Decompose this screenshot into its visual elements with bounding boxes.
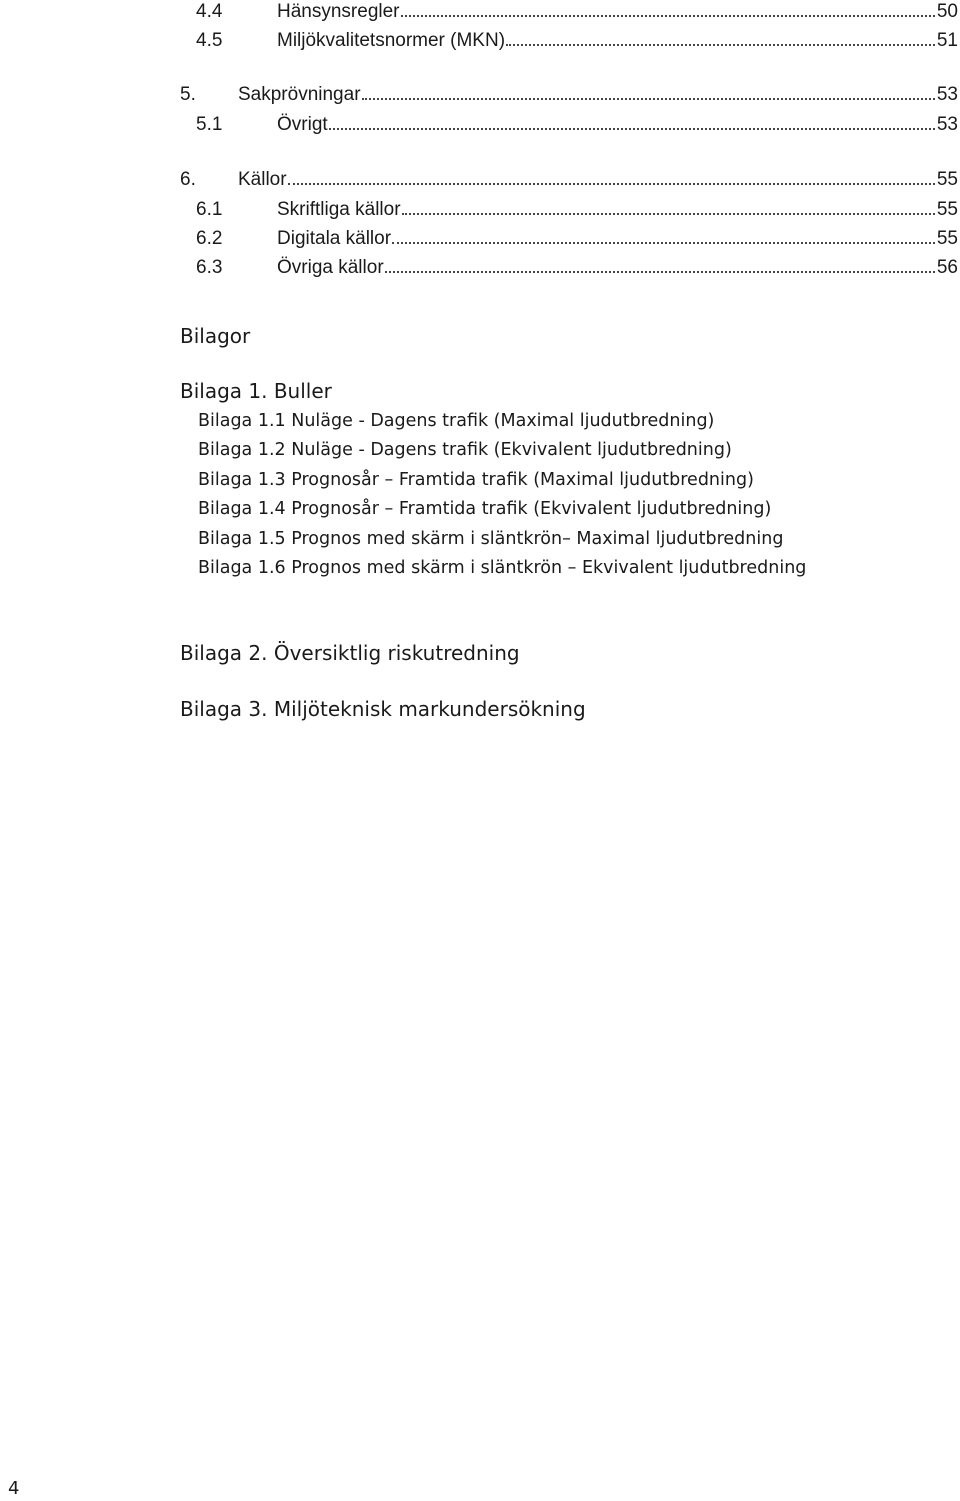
toc-entry-title: Sakprövningar xyxy=(238,84,361,105)
toc-entry-number: 5. xyxy=(180,84,196,105)
toc-entry-page: 53 xyxy=(936,114,958,135)
bilaga-1-1[interactable]: Bilaga 1.1 Nuläge - Dagens trafik (Maximal ljudutbredning) xyxy=(198,411,715,431)
bilaga-1-title[interactable]: Bilaga 1. Buller xyxy=(180,379,332,403)
toc-entry-6-3[interactable] xyxy=(196,256,958,280)
dot-leader xyxy=(402,213,935,215)
toc-entry-number: 4.4 xyxy=(196,1,223,22)
bilaga-1-2[interactable]: Bilaga 1.2 Nuläge - Dagens trafik (Ekvivalent ljudutbredning) xyxy=(198,440,732,460)
toc-entry-page: 53 xyxy=(936,84,958,105)
bilaga-1-5[interactable]: Bilaga 1.5 Prognos med skärm i släntkrön– Maximal ljudutbredning xyxy=(198,529,784,549)
toc-entry-page: 50 xyxy=(936,1,958,22)
toc-entry-title: Skriftliga källor xyxy=(277,199,401,220)
toc-entry-number: 6. xyxy=(180,169,196,190)
bilaga-3-title[interactable]: Bilaga 3. Miljöteknisk markundersökning xyxy=(180,697,586,721)
dot-leader xyxy=(329,128,935,130)
dot-leader xyxy=(288,183,935,185)
bilaga-2-title[interactable]: Bilaga 2. Översiktlig riskutredning xyxy=(180,641,520,665)
toc-entry-page: 51 xyxy=(936,30,958,51)
bilaga-1-3[interactable]: Bilaga 1.3 Prognosår – Framtida trafik (Maximal ljudutbredning) xyxy=(198,470,754,490)
page-number: 4 xyxy=(8,1478,20,1499)
toc-entry-number: 6.3 xyxy=(196,257,223,278)
toc-entry-title: Digitala källor xyxy=(277,228,392,249)
toc-entry-number: 5.1 xyxy=(196,114,223,135)
toc-entry-title: Hänsynsregler xyxy=(277,1,400,22)
toc-entry-title: Övriga källor xyxy=(277,257,384,278)
toc-entry-4-4[interactable] xyxy=(196,0,958,24)
bilaga-1-4[interactable]: Bilaga 1.4 Prognosår – Framtida trafik (Ekvivalent ljudutbredning) xyxy=(198,499,772,519)
bilaga-1-6[interactable]: Bilaga 1.6 Prognos med skärm i släntkrön – Ekvivalent ljudutbredning xyxy=(198,558,807,578)
toc-entry-6-2[interactable] xyxy=(196,227,958,251)
dot-leader xyxy=(401,15,935,17)
toc-entry-6[interactable] xyxy=(180,168,958,192)
toc-entry-5-1[interactable] xyxy=(196,113,958,137)
dot-leader xyxy=(392,242,935,244)
toc-entry-title: Miljökvalitetsnormer (MKN) xyxy=(277,30,506,51)
toc-entry-page: 56 xyxy=(936,257,958,278)
toc-entry-number: 6.2 xyxy=(196,228,223,249)
toc-entry-number: 6.1 xyxy=(196,199,223,220)
dot-leader xyxy=(362,98,935,100)
dot-leader xyxy=(506,44,935,46)
toc-entry-5[interactable] xyxy=(180,83,958,107)
toc-entry-number: 4.5 xyxy=(196,30,223,51)
toc-entry-page: 55 xyxy=(936,228,958,249)
toc-entry-title: Övrigt xyxy=(277,114,328,135)
toc-entry-page: 55 xyxy=(936,199,958,220)
bilagor-heading: Bilagor xyxy=(180,324,251,348)
toc-entry-4-5[interactable] xyxy=(196,29,958,53)
dot-leader xyxy=(385,271,935,273)
toc-entry-6-1[interactable] xyxy=(196,198,958,222)
toc-entry-page: 55 xyxy=(936,169,958,190)
toc-entry-title: Källor xyxy=(238,169,287,190)
